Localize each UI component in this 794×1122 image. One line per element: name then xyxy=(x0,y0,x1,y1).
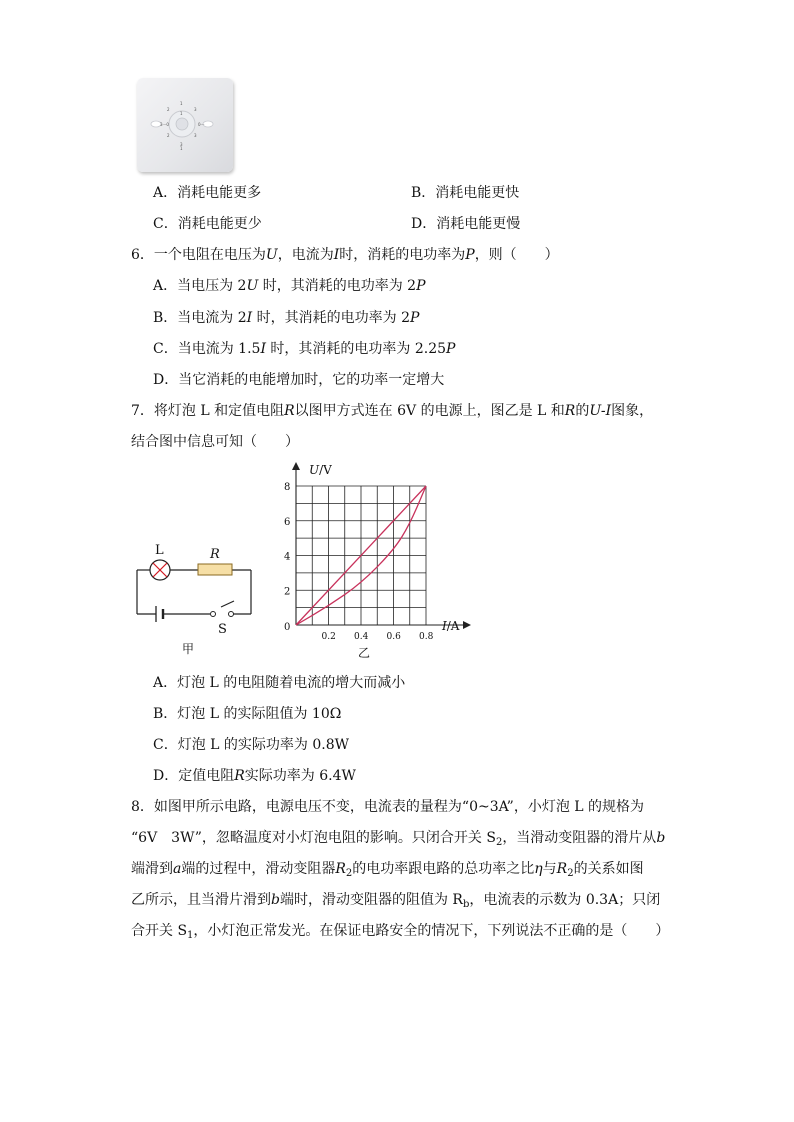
lamp-symbol xyxy=(150,560,170,580)
q7-stem: 7．将灯泡 L 和定值电阻R以图甲方式连在 6V 的电源上，图乙是 L 和R的U-I图象， xyxy=(131,403,654,419)
q5-option-b: B．消耗电能更快 xyxy=(411,185,520,201)
x-axis-label: I/A xyxy=(442,619,460,633)
battery-symbol xyxy=(156,606,163,622)
x-tick-label: 0.6 xyxy=(386,632,401,642)
q5-option-d: D．消耗电能更慢 xyxy=(411,216,521,232)
q7-option-c: C．灯泡 L 的实际功率为 0.8W xyxy=(153,737,350,753)
x-tick-label: 0.2 xyxy=(321,632,336,642)
knob-label: 2 xyxy=(167,133,170,138)
lamp-label: L xyxy=(155,543,164,558)
q7-option-d: D．定值电阻R实际功率为 6.4W xyxy=(153,768,356,784)
switch-symbol xyxy=(211,612,234,617)
q8-line-3: 端滑到a端的过程中，滑动变阻器$R_2$的电功率跟电路的总功率之比η与$R_2$的关系如图 xyxy=(131,861,644,879)
knob-label: 3 xyxy=(180,142,183,147)
resistor-label: R xyxy=(210,547,220,562)
ui-graph xyxy=(278,458,478,663)
q5-option-a: A．消耗电能更多 xyxy=(153,185,262,201)
x-tick-label: 0.4 xyxy=(354,632,369,642)
q8-line-4: 乙所示，且当滑片滑到b端时，滑动变阻器的阻值为 $R_b$，电流表的示数为 0.3A；只闭 xyxy=(131,892,661,910)
rotary-switch-photo xyxy=(137,78,233,172)
q7-option-a: A．灯泡 L 的电阻随着电流的增大而减小 xyxy=(153,675,406,691)
q6-option-c: C．当电流为 1.5I 时，其消耗的电功率为 2.25P xyxy=(153,341,456,357)
q7-stem-line2: 结合图中信息可知（ ） xyxy=(131,434,299,450)
knob-label: 1 xyxy=(180,146,183,151)
knob-label: 3ㅡ0 xyxy=(160,122,169,127)
rotary-switch-drawing xyxy=(137,78,233,172)
y-tick-label: 6 xyxy=(284,516,291,528)
q8-line-1: 8．如图甲所示电路，电源电压不变，电流表的量程为“0~3A”，小灯泡 L 的规格为 xyxy=(131,799,645,815)
y-axis-label: U/V xyxy=(309,463,332,477)
circuit-diagram xyxy=(130,540,260,655)
graph-caption: 乙 xyxy=(358,646,371,660)
q8-line-2: “6V 3W”，忽略温度对小灯泡电阻的影响。只闭合开关 $S_2$，当滑动变阻器的滑片从b xyxy=(131,830,666,848)
q8-line-5: 合开关 $S_1$，小灯泡正常发光。在保证电路安全的情况下，下列说法不正确的是（ ） xyxy=(131,923,670,941)
y-tick-label: 4 xyxy=(284,551,291,563)
knob-label: 3 xyxy=(194,107,197,112)
q6-stem: 6．一个电阻在电压为U，电流为I时，消耗的电功率为P，则（ ） xyxy=(131,247,559,263)
q5-option-c: C．消耗电能更少 xyxy=(153,216,262,232)
circuit-caption: 甲 xyxy=(182,642,195,655)
q6-option-d: D．当它消耗的电能增加时，它的功率一定增大 xyxy=(153,372,445,388)
y-tick-label: 2 xyxy=(284,586,291,598)
q7-option-b: B．灯泡 L 的实际阻值为 10Ω xyxy=(153,706,342,722)
knob-label: 0ㅡ xyxy=(198,122,205,127)
knob-label: 1 xyxy=(180,101,183,106)
knob-label: 1 xyxy=(180,111,183,116)
x-tick-label: 0.8 xyxy=(419,632,434,642)
q6-option-a: A．当电压为 2U 时，其消耗的电功率为 2P xyxy=(153,278,426,294)
knob-label: 2 xyxy=(167,107,170,112)
origin-label: 0 xyxy=(284,622,291,633)
resistor-symbol xyxy=(198,564,232,575)
q6-option-b: B．当电流为 2I 时，其消耗的电功率为 2P xyxy=(153,310,420,326)
y-tick-label: 8 xyxy=(284,482,291,493)
chart-axes xyxy=(292,462,471,629)
switch-label: S xyxy=(218,622,227,637)
knob-label: 3 xyxy=(194,133,197,138)
